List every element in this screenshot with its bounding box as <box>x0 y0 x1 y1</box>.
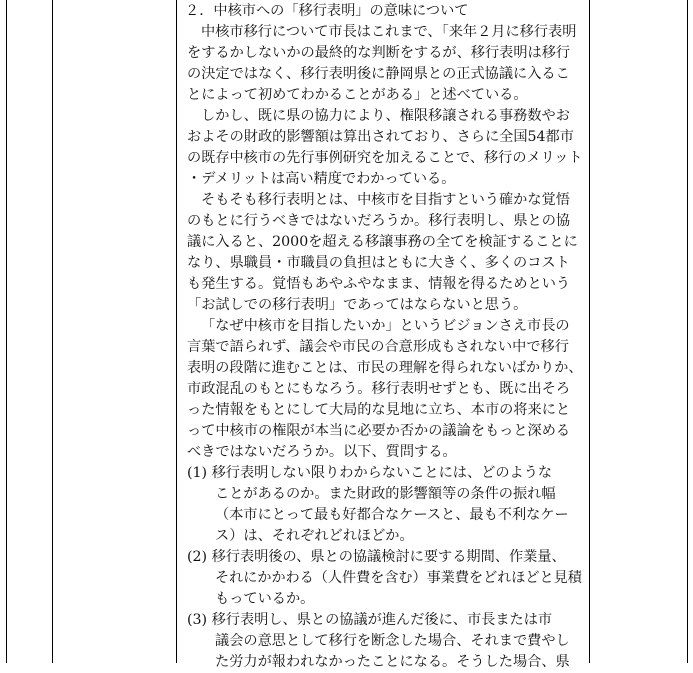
text-line: そもそも移行表明とは、中核市を目指すという確かな覚悟 <box>201 192 570 208</box>
question-item-3: (3) 移行表明し、県との協議が進んだ後に、市長または市 <box>187 612 553 628</box>
question-item-2: (2) 移行表明後の、県との協議検討に要する期間、作業量、 <box>187 549 566 565</box>
text-line: った情報をもとにして大局的な見地に立ち、本市の将来にと <box>187 402 571 418</box>
text-line: （本市にとって最も好都合なケースと、最も不利なケー <box>215 507 569 523</box>
text-line: 議会の意思として移行を断念した場合、それまで費やし <box>215 633 570 649</box>
text-line: べきではないだろうか。以下、質問する。 <box>187 444 457 460</box>
text-line: ス）は、それぞれどれほどか。 <box>215 528 414 544</box>
text-line: って中核市の権限が本当に必要か否かの議論をもっと深める <box>187 423 571 439</box>
text-line: のもとに行うべきではないだろうか。移行表明し、県との協 <box>187 213 571 229</box>
text-line: 表明の段階に進むことは、市民の理解を得られないばかりか、 <box>187 360 583 376</box>
text-line: 「なぜ中核市を目指したいか」というビジョンさえ市長の <box>201 318 570 334</box>
text-line: 言葉で語られず、議会や市民の合意形成もされない中で移行 <box>187 339 569 355</box>
text-line: をするかしないかの最終的な判断をするが、移行表明は移行 <box>187 45 571 61</box>
question-item-1: (1) 移行表明しない限りわからないことには、どのような <box>187 465 553 481</box>
text-line: ことがあるのか。また財政的影響額等の条件の振れ幅 <box>215 486 556 502</box>
text-line: 議に入ると、2000を超える移譲事務の全てを検証することに <box>187 234 578 250</box>
text-line: た労力が報われなかったことになる。そうした場合、県 <box>215 654 570 670</box>
text-line: もっているか。 <box>215 591 315 607</box>
text-line: の決定ではなく、移行表明後に静岡県との正式協議に入るこ <box>187 66 570 82</box>
table-border-right <box>687 0 688 663</box>
table-column-divider-1 <box>52 0 53 663</box>
section-heading: ２．中核市への「移行表明」の意味について <box>185 3 469 19</box>
text-line: ・デメリットは高い精度でわかっている。 <box>187 171 456 187</box>
text-line: しかし、既に県の協力により、権限移譲される事務数やお <box>201 108 570 124</box>
text-line: なり、県職員・市職員の負担はともに大きく、多くのコスト <box>187 255 570 271</box>
text-line: およその財政的影響額は算出されており、さらに全国54都市 <box>187 129 574 145</box>
text-line: 中核市移行について市長はこれまで、「来年２月に移行表明 <box>201 24 577 40</box>
text-line: も発生する。覚悟もあやふやなまま、情報を得るためという <box>187 276 571 292</box>
table-column-divider-3 <box>589 0 590 663</box>
table-column-divider-2 <box>176 0 177 663</box>
text-line: 「お試しでの移行表明」であってはならないと思う。 <box>187 297 528 313</box>
text-line: とによって初めてわかることがある」と述べている。 <box>187 87 528 103</box>
text-line: それにかかわる（人件費を含む）事業費をどれほどと見積 <box>215 570 582 586</box>
text-line: 市政混乱のもとにもなろう。移行表明せずとも、既に出そろ <box>187 381 571 397</box>
table-border-left <box>6 0 7 663</box>
text-line: の既存中核市の先行事例研究を加えることで、移行のメリット <box>187 150 583 166</box>
